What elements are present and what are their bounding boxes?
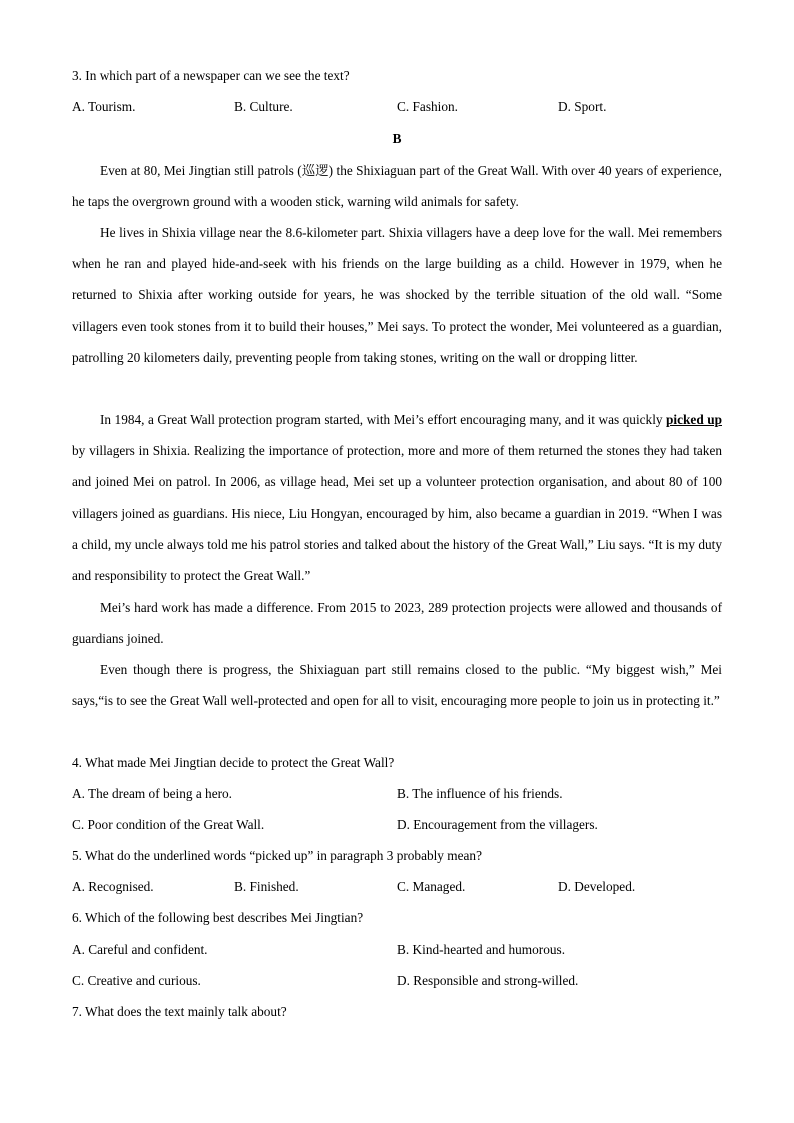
section-heading: B bbox=[392, 131, 402, 146]
q3-option-b: B. Culture. bbox=[234, 99, 293, 114]
q4-option-d: D. Encouragement from the villagers. bbox=[397, 817, 598, 832]
question-6: 6. Which of the following best describes Mei Jingtian? bbox=[72, 910, 364, 925]
q3-option-a: A. Tourism. bbox=[72, 99, 136, 114]
question-4: 4. What made Mei Jingtian decide to protect the Great Wall? bbox=[72, 755, 395, 770]
paragraph-4: Mei’s hard work has made a difference. From 2015 to 2023, 289 protection projects were allowed and thousands of guardians joined. bbox=[72, 600, 722, 647]
question-5: 5. What do the underlined words “picked up” in paragraph 3 probably mean? bbox=[72, 848, 482, 863]
paragraph-2: He lives in Shixia village near the 8.6-kilometer part. Shixia villagers have a deep love for the wall. Mei remembers when he ran and played hide-and-seek with his friends on the large building as a child. However in 1979, when he returned to Shixia after working outside for years, he was shocked by the terrible situation of the old wall. “Some villagers even took stones from it to build their houses,” Mei says. To protect the wonder, Mei volunteered as a guardian, patrolling 20 kilometers daily, preventing people from taking stones, writing on the wall or dropping litter. bbox=[72, 225, 722, 365]
q5-option-b: B. Finished. bbox=[234, 879, 299, 894]
q6-option-d: D. Responsible and strong-willed. bbox=[397, 973, 579, 988]
q3-option-d: D. Sport. bbox=[558, 99, 607, 114]
q5-option-a: A. Recognised. bbox=[72, 879, 154, 894]
paragraph-5: Even though there is progress, the Shixiaguan part still remains closed to the public. “My biggest wish,” Mei says,“is to see the Great Wall well-protected and open for all to visit, encouraging more people to join us in protecting it.” bbox=[72, 662, 722, 709]
question-7: 7. What does the text mainly talk about? bbox=[72, 1004, 287, 1019]
underlined-phrase: picked up bbox=[666, 412, 722, 427]
q3-option-c: C. Fashion. bbox=[397, 99, 458, 114]
paragraph-1: Even at 80, Mei Jingtian still patrols (巡逻) the Shixiaguan part of the Great Wall. With over 40 years of experience, he taps the overgrown ground with a wooden stick, warning wild animals for safety. bbox=[72, 163, 722, 210]
question-3: 3. In which part of a newspaper can we see the text? bbox=[72, 68, 350, 83]
q4-option-c: C. Poor condition of the Great Wall. bbox=[72, 817, 265, 832]
q4-option-a: A. The dream of being a hero. bbox=[72, 786, 232, 801]
q5-option-c: C. Managed. bbox=[397, 879, 466, 894]
q6-option-c: C. Creative and curious. bbox=[72, 973, 201, 988]
q4-option-b: B. The influence of his friends. bbox=[397, 786, 563, 801]
q5-option-d: D. Developed. bbox=[558, 879, 636, 894]
q6-option-b: B. Kind-hearted and humorous. bbox=[397, 942, 566, 957]
paragraph-3-start: In 1984, a Great Wall protection program started, with Mei’s effort encouraging many, and it was quickly bbox=[100, 412, 667, 427]
q6-option-a: A. Careful and confident. bbox=[72, 942, 208, 957]
paragraph-3-rest: by villagers in Shixia. Realizing the importance of protection, more and more of them returned the stones they had taken and joined Mei on patrol. In 2006, as village head, Mei set up a volunteer protection organisation, and about 80 of 100 villagers joined as guardians. His niece, Liu Hongyan, encouraged by him, also became a guardian in 2019. “When I was a child, my uncle always told me his patrol stories and talked about the history of the Great Wall,” Liu says. “It is my duty and responsibility to protect the Great Wall.” bbox=[72, 443, 722, 584]
paragraph-3 bbox=[72, 404, 722, 591]
